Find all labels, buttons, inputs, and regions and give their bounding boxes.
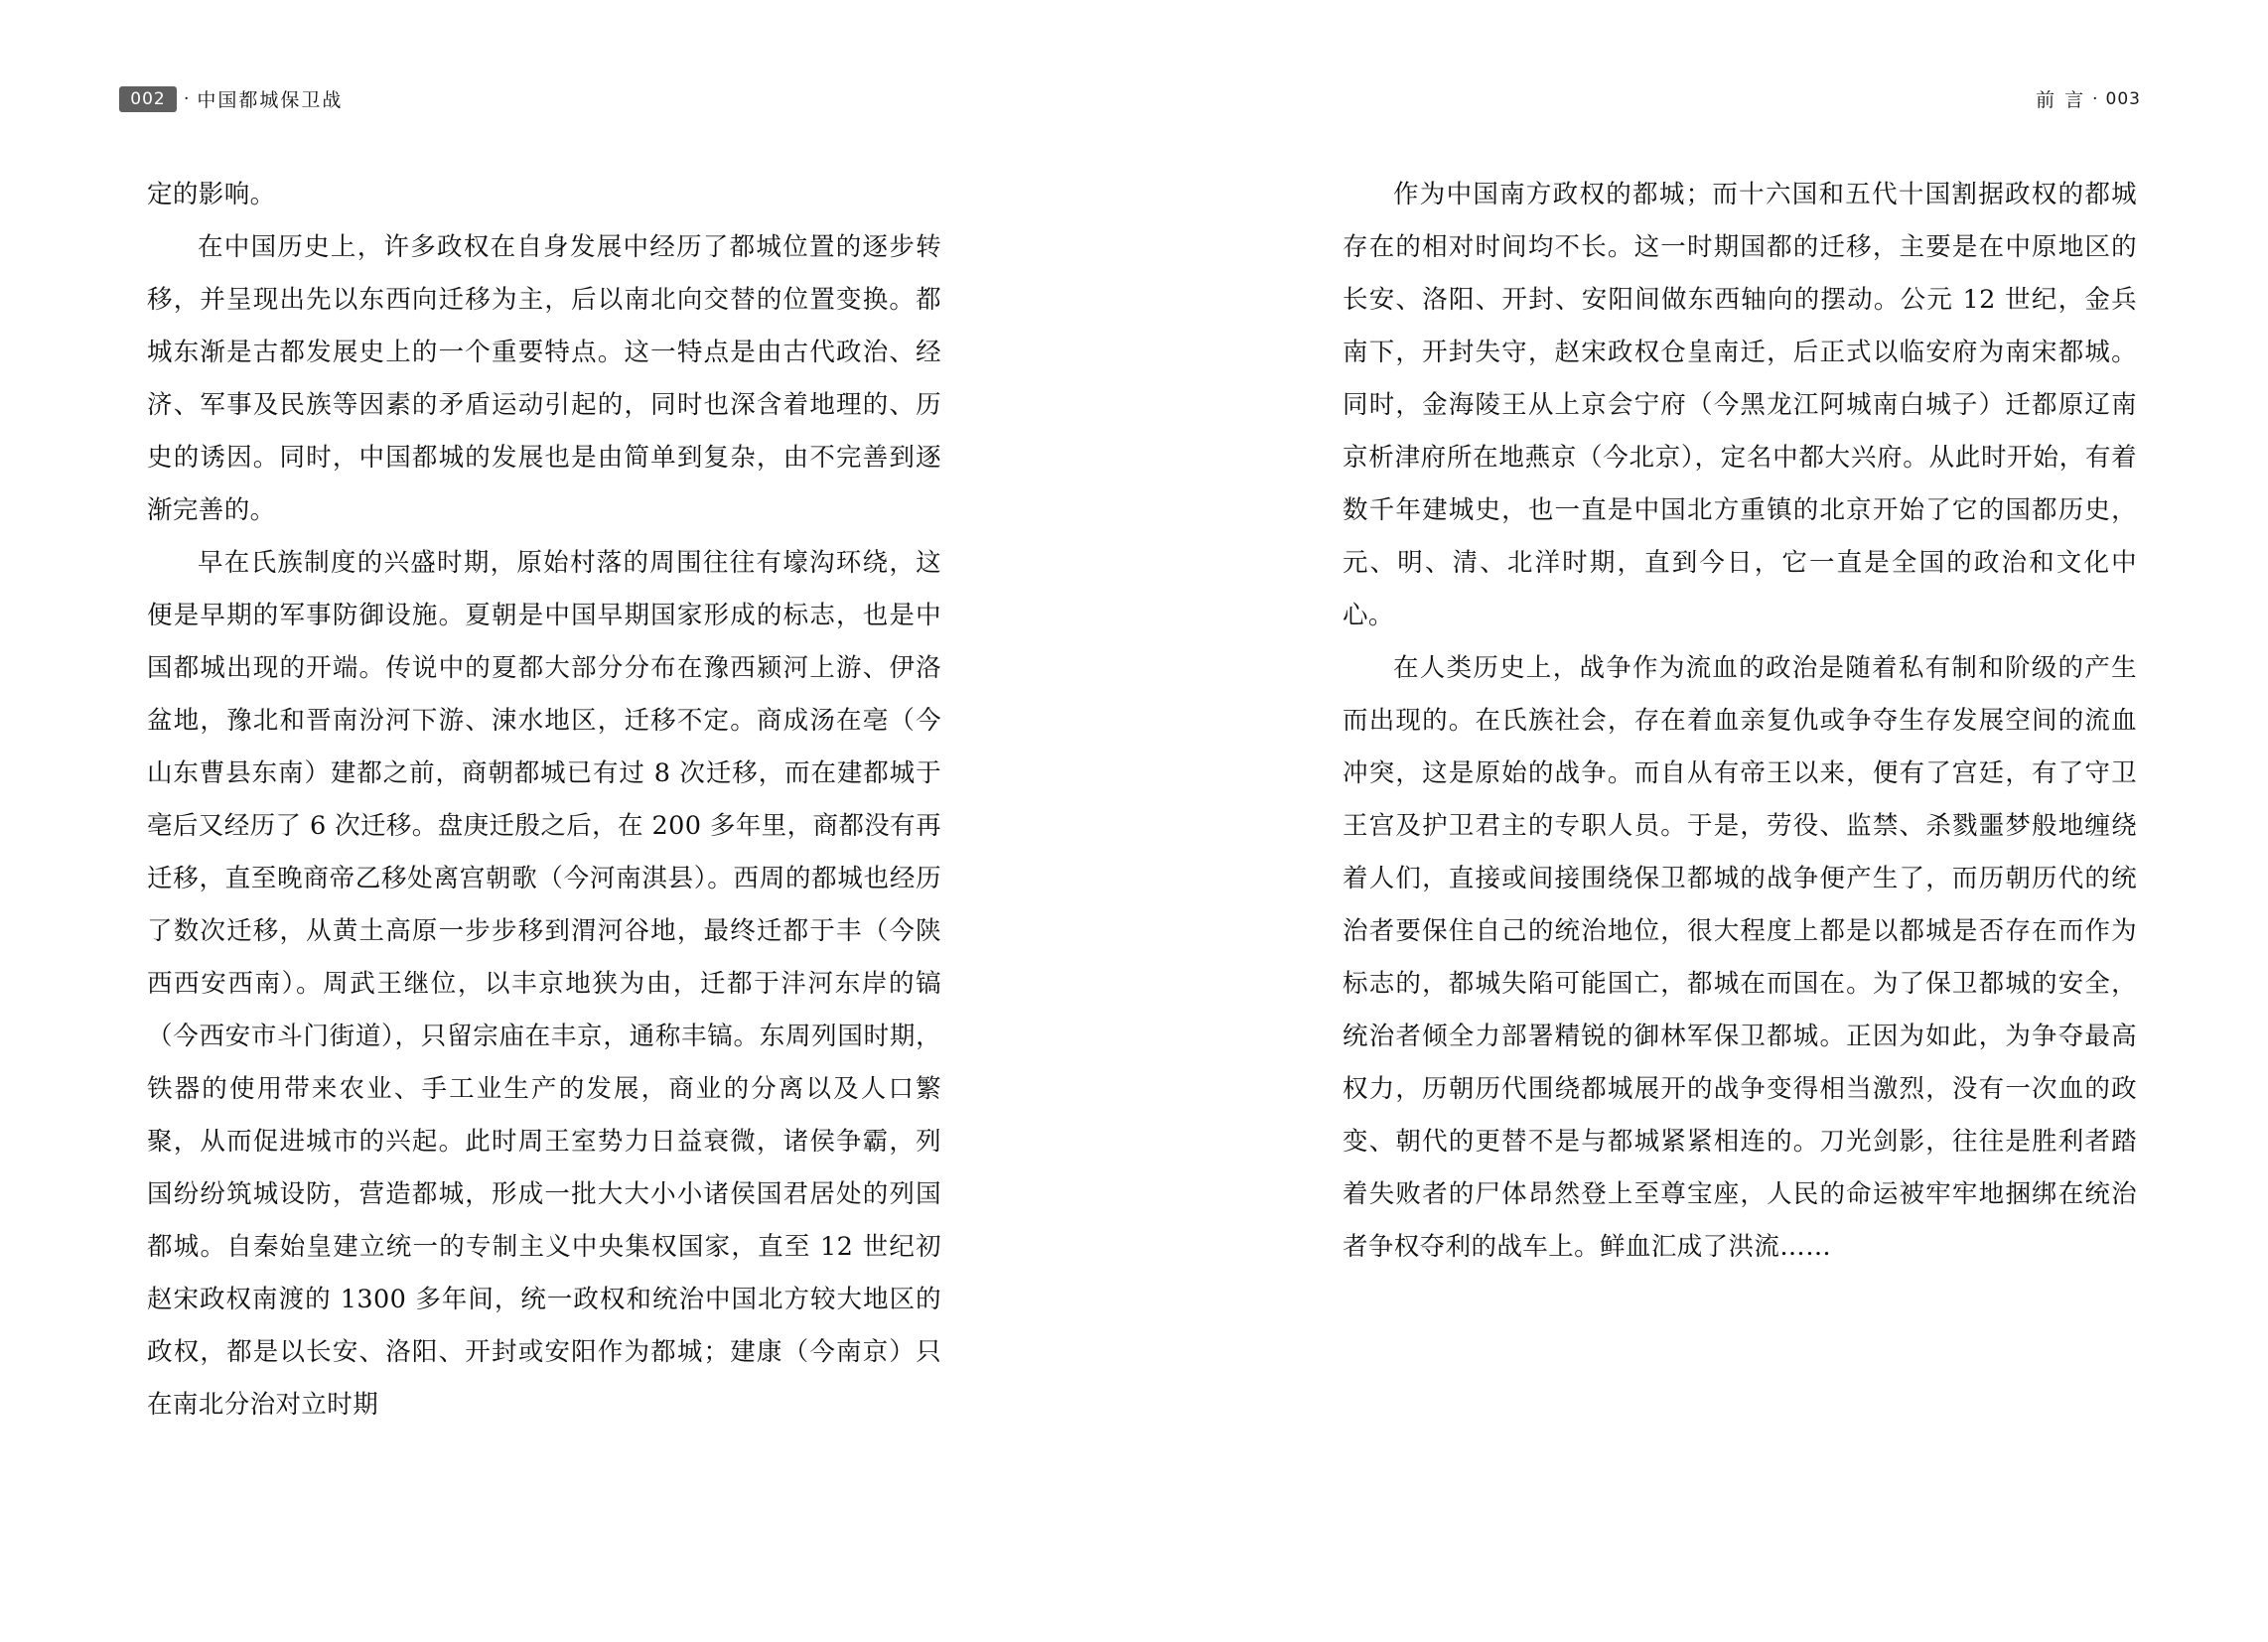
running-head-separator-left: · — [184, 88, 191, 109]
running-head-left — [119, 85, 343, 112]
running-head-right — [2036, 85, 2141, 112]
paragraph: 作为中国南方政权的都城；而十六国和五代十国割据政权的都城存在的相对时间均不长。这一时期国都的迁移，主要是在中原地区的长安、洛阳、开封、安阳间做东西轴向的摆动。公元 12 世纪，金兵南下，开封失守，赵宋政权仓皇南迁，后正式以临安府为南宋都城。同时，金海陵王从上京会宁府（今黑龙江阿城南白城子）迁都原辽南京析津府所在地燕京（今北京），定名中都大兴府。从此时开始，有着数千年建城史，也一直是中国北方重镇的北京开始了它的国都历史，元、明、清、北洋时期，直到今日，它一直是全国的政治和文化中心。 — [1343, 180, 2137, 630]
text-column-right — [1343, 169, 2137, 1274]
book-title-left: 中国都城保卫战 — [197, 89, 344, 111]
paragraph: 在人类历史上，战争作为流血的政治是随着私有制和阶级的产生而出现的。在氏族社会，存在着血亲复仇或争夺生存发展空间的流血冲突，这是原始的战争。而自从有帝王以来，便有了宫廷，有了守卫王宫及护卫君主的专职人员。于是，劳役、监禁、杀戮噩梦般地缠绕着人们，直接或间接围绕保卫都城的战争便产生了，而历朝历代的统治者要保住自己的统治地位，很大程度上都是以都城是否存在而作为标志的，都城失陷可能国亡，都城在而国在。为了保卫都城的安全，统治者倾全力部署精锐的御林军保卫都城。正因为如此，为争夺最高权力，历朝历代围绕都城展开的战争变得相当激烈，没有一次血的政变、朝代的更替不是与都城紧紧相连的。刀光剑影，往往是胜利者踏着失败者的尸体昂然登上至尊宝座，人民的命运被牢牢地捆绑在统治者争权夺利的战车上。鲜血汇成了洪流…… — [1343, 653, 2137, 1262]
section-title-right: 前 言 — [2036, 89, 2086, 111]
paragraph: 早在氏族制度的兴盛时期，原始村落的周围往往有壕沟环绕，这便是早期的军事防御设施。夏朝是中国早期国家形成的标志，也是中国都城出现的开端。传说中的夏都大部分分布在豫西颍河上游、伊洛盆地，豫北和晋南汾河下游、涑水地区，迁移不定。商成汤在亳（今山东曹县东南）建都之前，商朝都城已有过 8 次迁移，而在建都城于亳后又经历了 6 次迁移。盘庚迁殷之后，在 200 多年里，商都没有再迁移，直至晚商帝乙移处离宫朝歌（今河南淇县）。西周的都城也经历了数次迁移，从黄土高原一步步移到渭河谷地，最终迁都于丰（今陕西西安西南）。周武王继位，以丰京地狭为由，迁都于沣河东岸的镐（今西安市斗门街道），只留宗庙在丰京，通称丰镐。东周列国时期，铁器的使用带来农业、手工业生产的发展，商业的分离以及人口繁聚，从而促进城市的兴起。此时周王室势力日益衰微，诸侯争霸，列国纷纷筑城设防，营造都城，形成一批大大小小诸侯国君居处的列国都城。自秦始皇建立统一的专制主义中央集权国家，直至 12 世纪初赵宋政权南渡的 1300 多年间，统一政权和统治中国北方较大地区的政权，都是以长安、洛阳、开封或安阳作为都城；建康（今南京）只在南北分治对立时期 — [147, 548, 941, 1420]
page-number-right: 003 — [2105, 88, 2141, 109]
paragraph: 定的影响。 — [147, 180, 276, 209]
page-number-left: 002 — [119, 86, 177, 112]
running-head-separator-right: · — [2092, 88, 2099, 109]
text-column-left — [147, 169, 941, 1432]
paragraph: 在中国历史上，许多政权在自身发展中经历了都城位置的逐步转移，并呈现出先以东西向迁移为主，后以南北向交替的位置变换。都城东渐是古都发展史上的一个重要特点。这一特点是由古代政治、经济、军事及民族等因素的矛盾运动引起的，同时也深含着地理的、历史的诱因。同时，中国都城的发展也是由简单到复杂，由不完善到逐渐完善的。 — [147, 232, 941, 525]
right-page — [1134, 0, 2268, 1642]
